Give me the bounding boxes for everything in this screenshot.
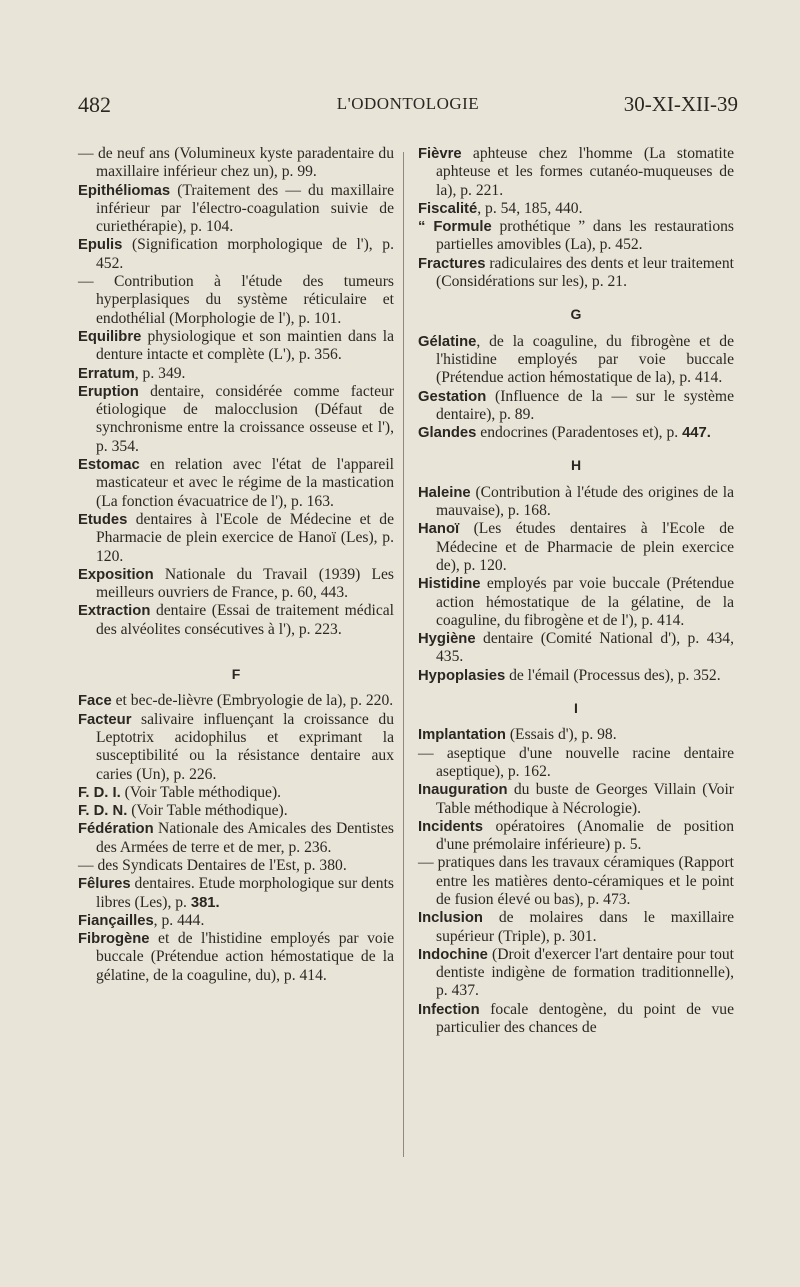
entry-keyword: Hypoplasies [418,667,506,684]
entry-keyword: Hanoï [418,521,460,538]
entry-text: dentaire, considérée comme facteur étiologique de malocclusion (Défaut de synchronisme entre la croissance osseuse et l'), p. 354. [96,382,394,455]
entry-text: (Voir Table méthodique). [127,802,288,820]
index-entry [78,875,394,912]
entry-keyword: Fêlures [78,876,131,893]
section-letter: H [570,457,582,474]
entry-text: (Voir Table méthodique). [120,783,282,801]
section-letter: G [570,306,582,323]
entry-text: et de l'histidine employés par voie buccale (Prétendue action hémostatique de la gélatine, de la coaguline, du), p. 414. [96,930,394,984]
section-letter: F [231,666,241,683]
index-entry [78,383,394,456]
entry-keyword: Implantation [418,727,506,744]
entry-keyword: Gestation [418,388,487,405]
entry-keyword: Estomac [78,457,140,474]
entry-text: Nationale des Amicales des Dentistes des Armées de terre et de mer, p. 236. [96,820,394,856]
index-entry [418,255,734,292]
index-entry [78,784,394,802]
entry-keyword: Fibrogène [78,931,150,948]
entry-text: de molaires dans le maxillaire supérieur (Triple), p. 301. [436,909,734,945]
index-entry [418,854,734,909]
index-entry [418,200,734,218]
section-letter: I [574,700,578,717]
entry-text: en relation avec l'état de l'appareil masticateur et avec le régime de la mastication (La fonction évacuatrice de l'), p. 163. [96,456,394,510]
entry-keyword: Inclusion [418,910,483,927]
index-entry [78,820,394,857]
entry-keyword: Epithéliomas [78,182,171,199]
entry-page-bold: 447. [682,425,711,442]
entry-text: dentaires. Etude morphologique sur dents libres (Les), p. [96,875,394,911]
index-entry [78,930,394,985]
entry-keyword: Fiscalité [418,200,478,217]
entry-text: opératoires (Anomalie de position d'une prémolaire inférieure) p. 5. [436,817,734,854]
entry-keyword: Glandes [418,425,477,442]
entry-keyword: Eruption [78,383,139,400]
entry-keyword: Extraction [78,603,151,620]
entry-text: Nationale du Travail (1939) Les meilleurs ouvriers de France, p. 60, 443. [96,565,394,602]
entry-text: — des Syndicats Dentaires de l'Est, p. 380. [78,856,347,874]
index-entry [418,818,734,855]
index-entry [418,909,734,946]
page-number: 482 [78,92,111,117]
index-entry [78,273,394,328]
entry-text: physiologique et son maintien dans la denture intacte et complète (L'), p. 356. [96,327,394,364]
left-column [78,145,394,985]
entry-text: — aseptique d'une nouvelle racine dentaire aseptique), p. 162. [418,744,734,780]
entry-keyword: Fièvre [418,146,462,162]
entry-keyword: Fractures [418,255,486,272]
entry-keyword: Haleine [418,484,471,501]
index-entry [78,182,394,237]
index-entry [78,566,394,603]
entry-text: (Droit d'exercer l'art dentaire pour tout dentiste indigène de formation traditionnelle), p. 437. [436,945,734,1000]
entry-text: (Les études dentaires à l'Ecole de Médecine et de Pharmacie de plein exercice de), p. 120. [436,520,734,574]
entry-keyword: Fédération [78,821,154,838]
entry-text: focale dentogène, du point de vue particulier des chances de [436,1000,734,1037]
entry-text: dentaires à l'Ecole de Médecine et de Pharmacie de plein exercice de Hanoï (Les), p. 120. [96,510,394,565]
entry-text: du buste de Georges Villain (Voir Table méthodique à Nécrologie). [436,781,734,817]
entry-keyword: Erratum [78,365,135,382]
entry-keyword: F. D. N. [78,803,128,820]
entry-keyword: “ Formule [418,219,492,236]
journal-title: L'ODONTOLOGIE [336,94,480,113]
column-divider [403,152,404,1157]
entry-keyword: Etudes [78,511,128,528]
issue-date: 30-XI-XII-39 [623,92,738,116]
index-entry [78,692,394,710]
index-entry [78,511,394,566]
entry-text: (Contribution à l'étude des origines de la mauvaise), p. 168. [436,483,734,520]
entry-text: (Essais d'), p. 98. [505,726,617,744]
index-entry [418,575,734,630]
entry-text: , p. 349. [134,364,186,382]
entry-text: — Contribution à l'étude des tumeurs hyperplasiques du système réticulaire et endothélial (Morphologie de l'), p. 101. [78,273,394,327]
entry-text: salivaire influençant la croissance du Leptotrix acidophilus et exprimant la susceptibilité ou la résistance dentaire aux caries (Un), p. 226. [96,710,394,783]
index-entry [418,745,734,782]
entry-keyword: Face [78,693,112,710]
entry-keyword: Facteur [78,711,132,728]
index-entry [418,145,734,200]
index-entry [418,218,734,255]
index-entry [418,484,734,521]
index-entry [78,857,394,875]
entry-text: de l'émail (Processus des), p. 352. [505,666,721,684]
index-entry [78,328,394,365]
index-entry [418,388,734,425]
entry-text: , p. 54, 185, 440. [477,199,583,217]
entry-text: radiculaires des dents et leur traitement (Considérations sur les), p. 21. [436,254,734,291]
entry-keyword: Gélatine [418,333,477,350]
entry-text: et bec-de-lièvre (Embryologie de la), p. 220. [111,692,394,710]
index-entry [78,711,394,784]
entry-text: , p. 444. [153,911,205,929]
entry-text: aphteuse chez l'homme (La stomatite aphteuse et les formes cutanéo-muqueuses de la), p. 221. [436,145,734,199]
entry-keyword: Exposition [78,566,154,583]
index-entry [78,456,394,511]
entry-text: endocrines (Paradentoses et), p. [476,424,683,442]
index-entry [418,630,734,667]
entry-keyword: Incidents [418,818,483,835]
index-entry [418,1001,734,1038]
entry-text: (Traitement des — du maxillaire inférieur par l'électro-coagulation suivie de curiethérapie), p. 104. [96,181,394,236]
entry-keyword: F. D. I. [78,784,121,801]
right-column [418,145,734,1037]
index-entry [418,520,734,575]
entry-text: employés par voie buccale (Prétendue action hémostatique de la gélatine, de la coaguline, du fibrogène et de l'), p. 414. [436,575,734,629]
entry-keyword: Fiançailles [78,912,154,929]
index-entry [78,236,394,273]
entry-text: dentaire (Essai de traitement médical des alvéolites consécutives à l'), p. 223. [96,602,394,638]
entry-text: dentaire (Comité National d'), p. 434, 435. [436,630,734,666]
entry-keyword: Infection [418,1001,480,1018]
entry-text: (Signification morphologique de l'), p. 452. [96,236,394,272]
entry-keyword: Hygiène [418,631,476,648]
entry-page-bold: 381. [190,894,220,911]
index-entry [78,365,394,383]
entry-text: — pratiques dans les travaux céramiques (Rapport entre les matières dento-céramiques et le point de fusion élevé ou bas), p. 473. [418,854,734,908]
entry-keyword: Histidine [418,576,481,593]
entry-keyword: Inauguration [418,782,508,799]
index-entry [418,726,734,744]
entry-keyword: Equilibre [78,328,142,345]
index-entry [78,602,394,639]
entry-text: (Influence de la — sur le système dentaire), p. 89. [436,387,734,423]
entry-text: — de neuf ans (Volumineux kyste paradentaire du maxillaire inférieur chez un), p. 99. [78,145,394,181]
page-header [78,92,738,122]
index-entry [418,667,734,685]
entry-keyword: Epulis [78,237,123,254]
entry-text: , de la coaguline, du fibrogène et de l'histidine employés par voie buccale (Prétendue action hémostatique de la), p. 414. [436,332,734,387]
index-entry [418,781,734,818]
entry-keyword: Indochine [418,946,488,963]
index-entry [78,912,394,930]
index-entry [78,145,394,182]
index-entry [78,802,394,820]
entry-text: prothétique ” dans les restaurations partielles amovibles (La), p. 452. [436,218,734,254]
index-entry [418,333,734,388]
index-entry [418,946,734,1001]
index-entry [418,424,734,442]
